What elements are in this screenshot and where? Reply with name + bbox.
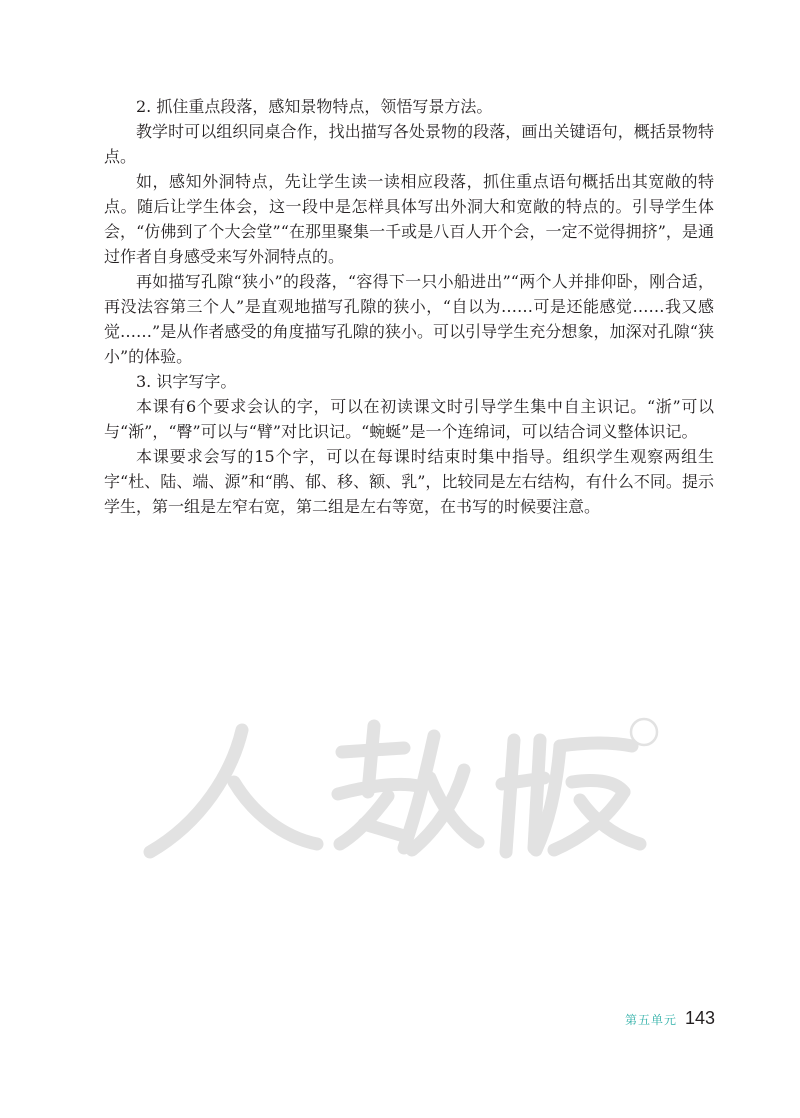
point-heading: 2. 抓住重点段落，感知景物特点，领悟写景方法。 bbox=[136, 97, 493, 116]
body-text bbox=[104, 94, 714, 519]
paragraph: 本课要求会写的15个字，可以在每课时结束时集中指导。组织学生观察两组生字“杜、陆、端、源”和“鹃、郁、移、额、乳”，比较同是左右结构，有什么不同。提示学生，第一组是左窄右宽，第二组是左右等宽，在书写的时候要注意。 bbox=[104, 447, 714, 516]
publisher-watermark bbox=[142, 712, 662, 862]
publisher-logo-graphic bbox=[142, 712, 662, 862]
unit-label: 第五单元 bbox=[625, 1013, 678, 1027]
point-heading: 3. 识字写字。 bbox=[136, 372, 237, 391]
page-number: 143 bbox=[685, 1008, 716, 1028]
paragraph: 再如描写孔隙“狭小”的段落，“容得下一只小船进出”“两个人并排仰卧，刚合适，再没法容第三个人”是直观地描写孔隙的狭小，“自以为……可是还能感觉……我又感觉……”是从作者感受的角度描写孔隙的狭小。可以引导学生充分想象，加深对孔隙“狭小”的体验。 bbox=[104, 272, 714, 366]
paragraph: 如，感知外洞特点，先让学生读一读相应段落，抓住重点语句概括出其宽敞的特点。随后让学生体会，这一段中是怎样具体写出外洞大和宽敞的特点的。引导学生体会，“仿佛到了个大会堂”“在那里聚集一千或是八百人开个会，一定不觉得拥挤”，是通过作者自身感受来写外洞特点的。 bbox=[104, 172, 714, 266]
page-footer bbox=[625, 1008, 715, 1029]
paragraph: 教学时可以组织同桌合作，找出描写各处景物的段落，画出关键语句，概括景物特点。 bbox=[104, 122, 714, 166]
paragraph: 本课有6个要求会认的字，可以在初读课文时引导学生集中自主识记。“浙”可以与“渐”，“臀”可以与“臂”对比识记。“蜿蜒”是一个连绵词，可以结合词义整体识记。 bbox=[104, 397, 714, 441]
